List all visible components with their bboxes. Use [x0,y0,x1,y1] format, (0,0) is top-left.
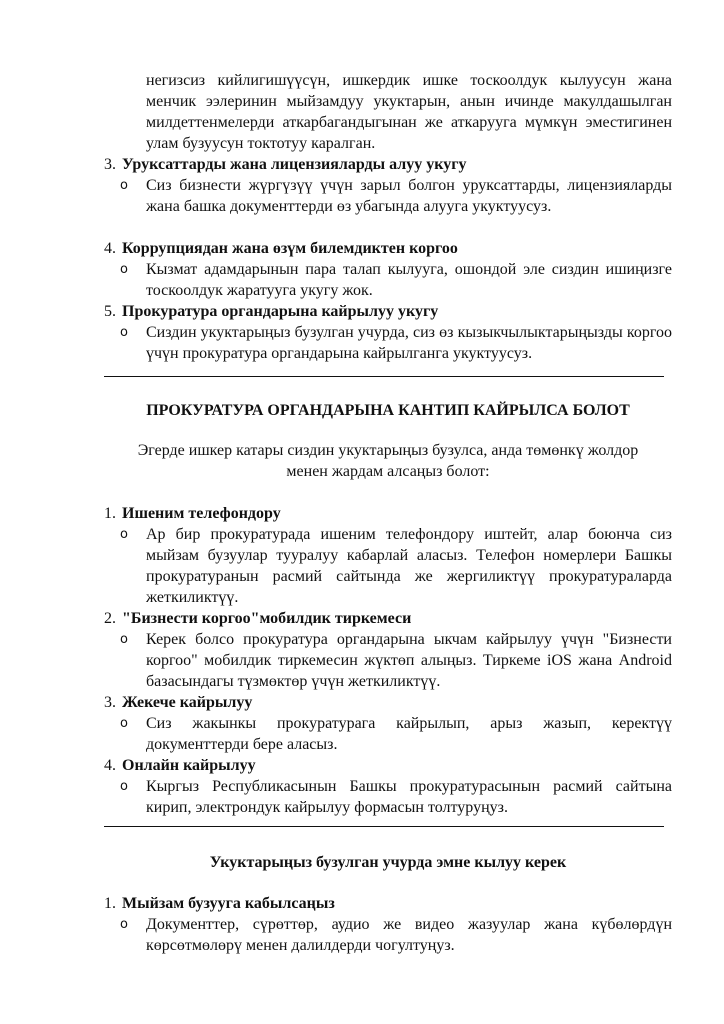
item-detail: Керек болсо прокуратура органдарына ыкчам кайрылуу үчүн "Бизнести коргоо" мобилдик тиркемесин жүктөп алыңыз. Тиркеме iOS жана Android базасындагы түзмөктөр үчүн жеткиликтүү. [146,631,672,690]
list-item-hotline-detail [120,524,672,608]
item-detail: Сиз жакынкы прокуратурага кайрылып, арыз жазып, керектүү документтерди бере аласыз. [146,715,672,753]
divider [104,826,664,827]
bullet-icon: o [120,716,128,731]
item-title: Коррупциядан жана өзүм билемдиктен коргоо [122,240,458,257]
item-title: Онлайн кайрылуу [122,757,256,774]
list-item-corruption [104,238,664,259]
list-item-permits-detail [120,175,672,238]
bullet-icon: o [120,527,128,542]
bullet-icon: o [120,262,128,277]
item-title: Прокуратура органдарына кайрылуу укугу [122,303,439,320]
item-number: 4. [104,757,116,774]
item-number: 3. [104,694,116,711]
list-item-prosecutor [104,301,664,322]
divider [104,376,664,377]
item-number: 2. [104,610,116,627]
list-item-online-detail [120,776,672,818]
bullet-icon: o [120,917,128,932]
bullet-icon: o [120,779,128,794]
bullet-icon: o [120,632,128,647]
item-title: Жекече кайрылуу [122,694,253,711]
intro-paragraph: негизсиз кийлигишүүсүн, ишкердик ишке тоскоолдук кылуусун жана менчик ээлеринин мыйзамдуу укуктарын, анын ичинде макулдашылган милдеттенмелерди аткарбагандыгынан же аткарууга мүмкүн эместигинен улам бузуусун токтотуу каралган. [146,72,672,152]
item-number: 1. [104,895,116,912]
section-heading: ПРОКУРАТУРА ОРГАНДАРЫНА КАНТИП КАЙРЫЛСА БОЛОТ [146,402,630,419]
list-item-violation-detail [120,914,672,956]
section-heading: Укуктарыңыз бузулган учурда эмне кылуу керек [209,854,567,871]
list-item-violation [104,893,664,914]
list-item-permits [104,154,664,175]
list-item-mobile-app [104,608,664,629]
item-number: 5. [104,303,116,320]
list-item-online [104,755,664,776]
item-number: 3. [104,156,116,173]
item-detail: Сиздин укуктарыңыз бузулган учурда, сиз өз кызыкчылыктарыңызды коргоо үчүн прокуратура органдарына кайрылганга укуктуусуз. [146,324,672,362]
item-title: Ишеним телефондору [122,505,281,522]
item-detail: Кызмат адамдарынын пара талап кылууга, ошондой эле сиздин ишиңизге тоскоолдук жаратууга укугу жок. [146,261,672,299]
bullet-icon: o [120,178,128,193]
item-number: 1. [104,505,116,522]
item-detail: Ар бир прокуратурада ишеним телефондору иштейт, алар боюнча сиз мыйзам бузуулар тууралуу кабарлай аласыз. Телефон номерлери Башкы прокуратуранын расмий сайтында же жергиликтүү прокуратураларда жеткиликтүү. [146,526,672,606]
item-title: "Бизнести коргоо"мобилдик тиркемеси [122,610,412,627]
list-item-mobile-app-detail [120,629,672,692]
item-detail: Сиз бизнести жүргүзүү үчүн зарыл болгон уруксаттарды, лицензияларды жана башка документтерди өз убагында алууга укуктуусуз. [146,177,672,215]
list-item-in-person [104,692,664,713]
list-item-prosecutor-detail [120,322,672,364]
section-intro: Эгерде ишкер катары сиздин укуктарыңыз бузулса, анда төмөнкү жолдор менен жардам алсаңыз болот: [137,442,639,480]
item-number: 4. [104,240,116,257]
list-item-hotline [104,503,664,524]
bullet-icon: o [120,325,128,340]
item-title: Уруксаттарды жана лицензияларды алуу укугу [122,156,467,173]
item-title: Мыйзам бузууга кабылсаңыз [122,895,335,912]
item-detail: Документтер, сүрөттөр, аудио же видео жазуулар жана күбөлөрдүн көрсөтмөлөрү менен далилдерди чогултуңуз. [146,916,672,954]
item-detail: Кыргыз Республикасынын Башкы прокуратурасынын расмий сайтына кирип, электрондук кайрылуу формасын толтуруңуз. [146,778,672,816]
list-item-corruption-detail [120,259,672,301]
list-item-in-person-detail [120,713,672,755]
